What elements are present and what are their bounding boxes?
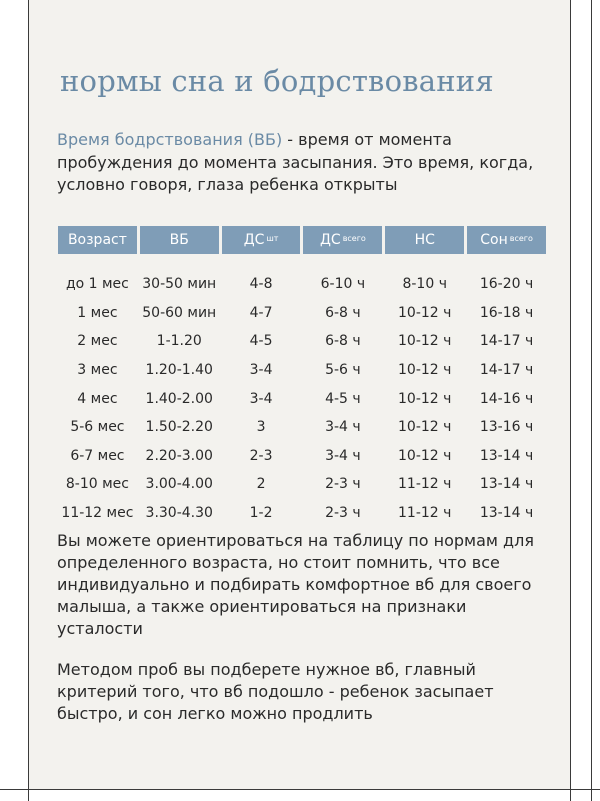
- table-cell: 3-4: [249, 362, 273, 379]
- document-page: [29, 0, 570, 789]
- table-cell: 4-8: [249, 276, 273, 293]
- table-cell: 4 мес: [77, 390, 118, 407]
- table-cell: 14-16 ч: [479, 390, 534, 407]
- table-cell: 3: [256, 419, 266, 436]
- table-cell: 3-4: [249, 390, 273, 407]
- table-cell: 3 мес: [77, 362, 118, 379]
- table-cell: 2: [256, 476, 266, 493]
- intro-text: - время от момента пробуждения до момента засыпания. Это время, когда, условно говоря, глаза ребенка открыты: [57, 130, 534, 194]
- table-cell: 8-10 мес: [65, 476, 129, 493]
- table-cell: 3-4 ч: [325, 419, 361, 436]
- table-cell: 13-16 ч: [479, 419, 534, 436]
- table-row: [58, 442, 546, 471]
- table-cell: 13-14 ч: [479, 505, 534, 522]
- table-cell: 1.40-2.00: [145, 390, 213, 407]
- table-cell: 1-2: [249, 505, 273, 522]
- table-cell: 3-4 ч: [325, 447, 361, 464]
- table-row: [58, 470, 546, 499]
- table-cell: 5-6 ч: [325, 362, 361, 379]
- table-row: [58, 384, 546, 413]
- table-cell: 13-14 ч: [479, 476, 534, 493]
- table-cell: 50-60 мин: [142, 304, 217, 321]
- header-sleep-total: Сон $^{всего}$: [467, 226, 546, 254]
- table-cell: 10-12 ч: [398, 390, 452, 407]
- table-cell: 2-3 ч: [325, 505, 361, 522]
- table-cell: 11-12 мес: [61, 505, 134, 522]
- table-row: [58, 356, 546, 385]
- table-cell: до 1 мес: [65, 276, 129, 293]
- table-cell: 6-7 мес: [70, 447, 125, 464]
- header-naps-total: ДС $^{всего}$: [303, 226, 382, 254]
- table-cell: 14-17 ч: [479, 333, 534, 350]
- table-cell: 1.50-2.20: [145, 419, 213, 436]
- table-cell: 16-20 ч: [479, 276, 534, 293]
- table-cell: 6-8 ч: [325, 333, 361, 350]
- table-cell: 10-12 ч: [398, 419, 452, 436]
- table-cell: 11-12 ч: [398, 505, 452, 522]
- table-cell: 4-5 ч: [325, 390, 361, 407]
- intro-paragraph: [57, 129, 547, 197]
- table-cell: 2.20-3.00: [145, 447, 213, 464]
- header-night-sleep: НС: [385, 226, 464, 254]
- table-row: [58, 327, 546, 356]
- table-cell: 4-5: [249, 333, 273, 350]
- table-cell: 1.20-1.40: [145, 362, 213, 379]
- header-age: Возраст: [58, 226, 137, 254]
- table-row: [58, 254, 546, 299]
- header-naps-count: ДС $^{шт}$: [222, 226, 301, 254]
- table-cell: 1 мес: [77, 304, 118, 321]
- table-cell: 13-14 ч: [479, 447, 534, 464]
- table-cell: 30-50 мин: [142, 276, 217, 293]
- table-cell: 3.30-4.30: [145, 505, 213, 522]
- page-title: нормы сна и бодрствования: [60, 64, 494, 98]
- page-edge-right: [570, 0, 571, 801]
- table-cell: 10-12 ч: [398, 447, 452, 464]
- table-cell: 11-12 ч: [398, 476, 452, 493]
- table-cell: 6-8 ч: [325, 304, 361, 321]
- table-cell: 14-17 ч: [479, 362, 534, 379]
- advice-paragraph: Вы можете ориентироваться на таблицу по нормам для определенного возраста, но стоит помнить, что все индивидуально и подбирать комфортное вб для своего малыша, а также ориентироваться на признаки усталости: [57, 531, 534, 638]
- table-cell: 10-12 ч: [398, 362, 452, 379]
- table-cell: 6-10 ч: [320, 276, 366, 293]
- table-cell: 2-3: [249, 447, 273, 464]
- intro-term: Время бодрствования (ВБ): [57, 130, 283, 149]
- sleep-norms-table: [55, 226, 549, 527]
- table-cell: 8-10 ч: [402, 276, 447, 293]
- table-cell: 1-1.20: [156, 333, 202, 350]
- table-header-row: [58, 226, 546, 254]
- table-cell: 2 мес: [77, 333, 118, 350]
- table-cell: 4-7: [249, 304, 273, 321]
- method-paragraph: Методом проб вы подберете нужное вб, главный критерий того, что вб подошло - ребенок засыпает быстро, и сон легко можно продлить: [57, 660, 494, 723]
- table-cell: 10-12 ч: [398, 333, 452, 350]
- table-cell: 3.00-4.00: [145, 476, 213, 493]
- header-wake-time: ВБ: [140, 226, 219, 254]
- page-edge-right-outer: [591, 0, 592, 801]
- table-row: [58, 299, 546, 328]
- table-cell: 16-18 ч: [479, 304, 534, 321]
- page-edge-bottom: [0, 789, 600, 790]
- table-row: [58, 499, 546, 528]
- table-cell: 5-6 мес: [70, 419, 125, 436]
- table-cell: 10-12 ч: [398, 304, 452, 321]
- table-cell: 2-3 ч: [325, 476, 361, 493]
- table-row: [58, 413, 546, 442]
